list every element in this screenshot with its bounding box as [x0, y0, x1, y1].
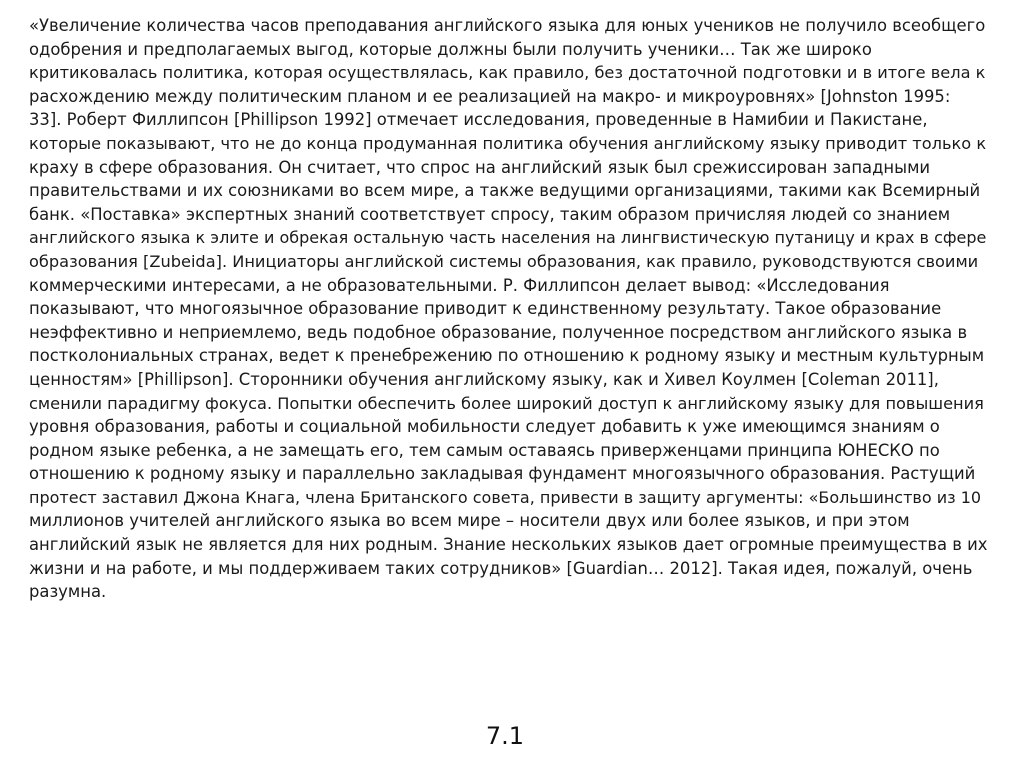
- text-line: образования [Zubeida]. Инициаторы английской системы образования, как правило, руководствуются своими: [29, 251, 979, 271]
- text-line: расхождению между политическим планом и ее реализацией на макро- и микроуровнях» [Johnston 1995:: [29, 86, 951, 106]
- text-line: уровня образования, работы и социальной мобильности следует добавить к уже имеющимся знаниям о: [29, 417, 940, 437]
- text-line: ценностям» [Phillipson]. Сторонники обучения английскому языку, как и Хивел Коулмен [Coleman 2011],: [29, 369, 939, 389]
- body-paragraph: [29, 14, 989, 604]
- text-line: «Увеличение количества часов преподавания английского языка для юных учеников не получило всеобщего: [29, 16, 986, 35]
- text-line: жизни и на работе, и мы поддерживаем таких сотрудников» [Guardian… 2012]. Такая идея, пожалуй, очень: [29, 558, 973, 578]
- text-line: сменили парадигму фокуса. Попытки обеспечить более широкий доступ к английскому языку для повышения: [29, 393, 984, 413]
- text-line: 33]. Роберт Филлипсон [Phillipson 1992] отмечает исследования, проведенные в Намибии и Пакистане,: [29, 110, 928, 130]
- text-line: которые показывают, что не до конца продуманная политика обучения английскому языку приводит только к: [29, 133, 987, 153]
- text-line: банк. «Поставка» экспертных знаний соответствует спросу, таким образом причисляя людей со знанием: [29, 204, 951, 224]
- page-number: 7.1: [485, 722, 525, 750]
- text-line: правительствами и их союзниками во всем мире, а также ведущими организациями, такими как Всемирный: [29, 181, 981, 201]
- text-line: протест заставил Джона Кнага, члена Британского совета, привести в защиту аргументы: «Большинство из 10: [29, 487, 982, 507]
- text-line: критиковалась политика, которая осуществлялась, как правило, без достаточной подготовки и в итоге вела к: [29, 63, 986, 83]
- text-line: показывают, что многоязычное образование приводит к единственному результату. Такое образование: [29, 299, 942, 319]
- text-line: родном языке ребенка, а не замещать его, тем самым оставаясь приверженцами принципа ЮНЕСКО по: [29, 440, 940, 460]
- text-line: миллионов учителей английского языка во всем мире – носители двух или более языков, и при этом: [29, 511, 910, 531]
- text-line: английского языка к элите и обрекая остальную часть населения на лингвистическую путаницу и крах в сфере: [29, 228, 987, 248]
- text-line: неэффективно и неприемлемо, ведь подобное образование, полученное посредством английского языка в: [29, 322, 968, 342]
- text-line: английский язык не является для них родным. Знание нескольких языков дает огромные преимущества в их: [29, 535, 988, 555]
- text-line: отношению к родному языку и параллельно закладывая фундамент многоязычного образования. Растущий: [29, 464, 976, 484]
- text-line: краху в сфере образования. Он считает, что спрос на английский язык был срежиссирован западными: [29, 157, 931, 177]
- text-line: одобрения и предполагаемых выгод, которые должны были получить ученики… Так же широко: [29, 39, 872, 59]
- text-line: разумна.: [29, 582, 107, 602]
- text-line: коммерческими интересами, а не образовательными. Р. Филлипсон делает вывод: «Исследования: [29, 275, 890, 295]
- text-line: постколониальных странах, ведет к пренебрежению по отношению к родному языку и местным культурным: [29, 346, 985, 366]
